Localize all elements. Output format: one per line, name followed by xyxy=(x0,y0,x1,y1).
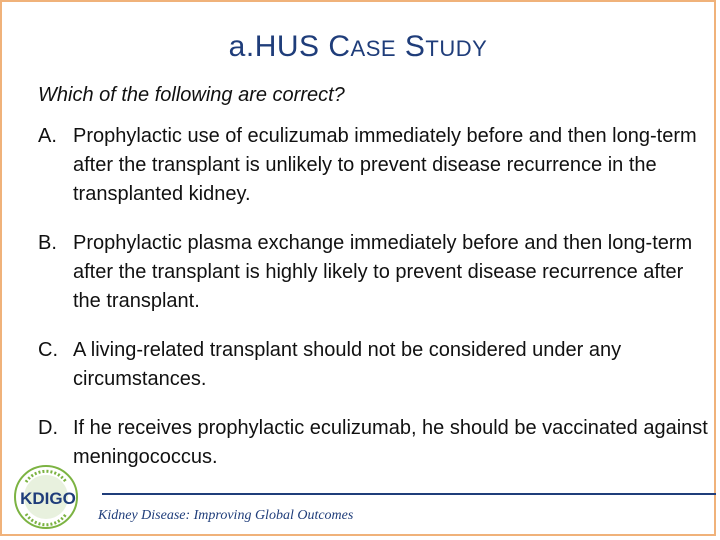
option-letter: B. xyxy=(38,232,57,254)
question-text: Which of the following are correct? xyxy=(38,84,345,106)
kdigo-logo xyxy=(12,462,94,532)
title-part-smallcaps: ASE xyxy=(350,36,397,61)
title-part: a.HUS C xyxy=(228,30,351,63)
option-letter: D. xyxy=(38,417,58,439)
option-text: Prophylactic use of eculizumab immediately before and then long-term after the transplant is unlikely to prevent disease recurrence in the transplanted kidney. xyxy=(73,125,697,205)
option-text: A living-related transplant should not be considered under any circumstances. xyxy=(73,339,622,390)
option-letter: A. xyxy=(38,125,57,147)
option-b xyxy=(38,229,708,316)
title-part-smallcaps: TUDY xyxy=(425,36,488,61)
option-c xyxy=(38,336,708,394)
option-a xyxy=(38,122,708,209)
footer-divider xyxy=(102,493,716,495)
footer-tagline: Kidney Disease: Improving Global Outcomes xyxy=(98,508,354,523)
title-part: S xyxy=(396,30,426,63)
option-text: Prophylactic plasma exchange immediately before and then long-term after the transplant is highly likely to prevent disease recurrence after the transplant. xyxy=(73,232,693,312)
answer-options xyxy=(38,122,708,492)
option-d xyxy=(38,414,708,472)
option-letter: C. xyxy=(38,339,58,361)
slide-title xyxy=(2,30,714,64)
logo-wordmark: KDIGO xyxy=(20,489,76,508)
option-text: If he receives prophylactic eculizumab, he should be vaccinated against meningococcus. xyxy=(73,417,708,468)
